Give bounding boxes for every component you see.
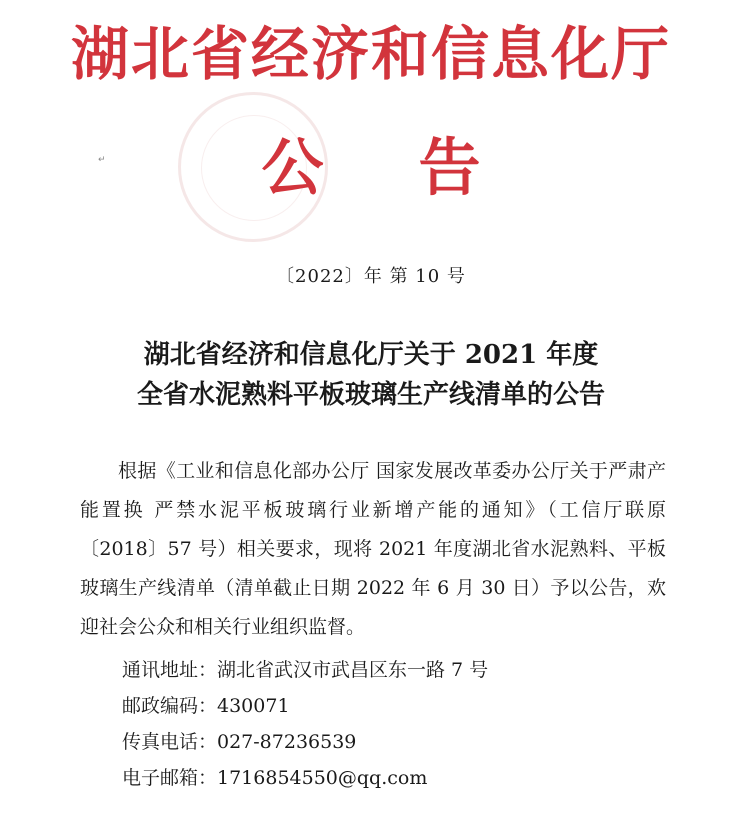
document-number: 〔2022〕年 第 10 号 [276, 266, 466, 287]
edit-mark-icon: ↵ [98, 155, 106, 165]
contact-email: 电子邮箱：1716854550@qq.com [122, 767, 428, 789]
title-line-1: 湖北省经济和信息化厅关于 2021 年度 [143, 340, 599, 370]
organization-header: 湖北省经济和信息化厅 [70, 20, 671, 88]
body-paragraph: 根据《工业和信息化部办公厅 国家发展改革委办公厅关于严肃产能置换 严禁水泥平板玻璃行业新增产能的通知》（工信厅联原〔2018〕57 号）相关要求，现将 2021 年度湖北省水泥熟料、平板玻璃生产线清单（清单截止日期 2022 年 6 月 30 日）予以公告，欢迎社会公众和相关行业组织监督。 [80, 460, 666, 638]
body-content [80, 452, 666, 647]
contact-info [122, 652, 682, 796]
document-type-title: 公告 [261, 131, 576, 204]
contact-address: 通讯地址：湖北省武汉市武昌区东一路 7 号 [122, 659, 489, 681]
contact-fax: 传真电话：027-87236539 [122, 731, 357, 753]
contact-postcode: 邮政编码：430071 [122, 695, 290, 717]
title-line-2: 全省水泥熟料平板玻璃生产线清单的公告 [136, 380, 605, 410]
announcement-title [0, 335, 742, 415]
